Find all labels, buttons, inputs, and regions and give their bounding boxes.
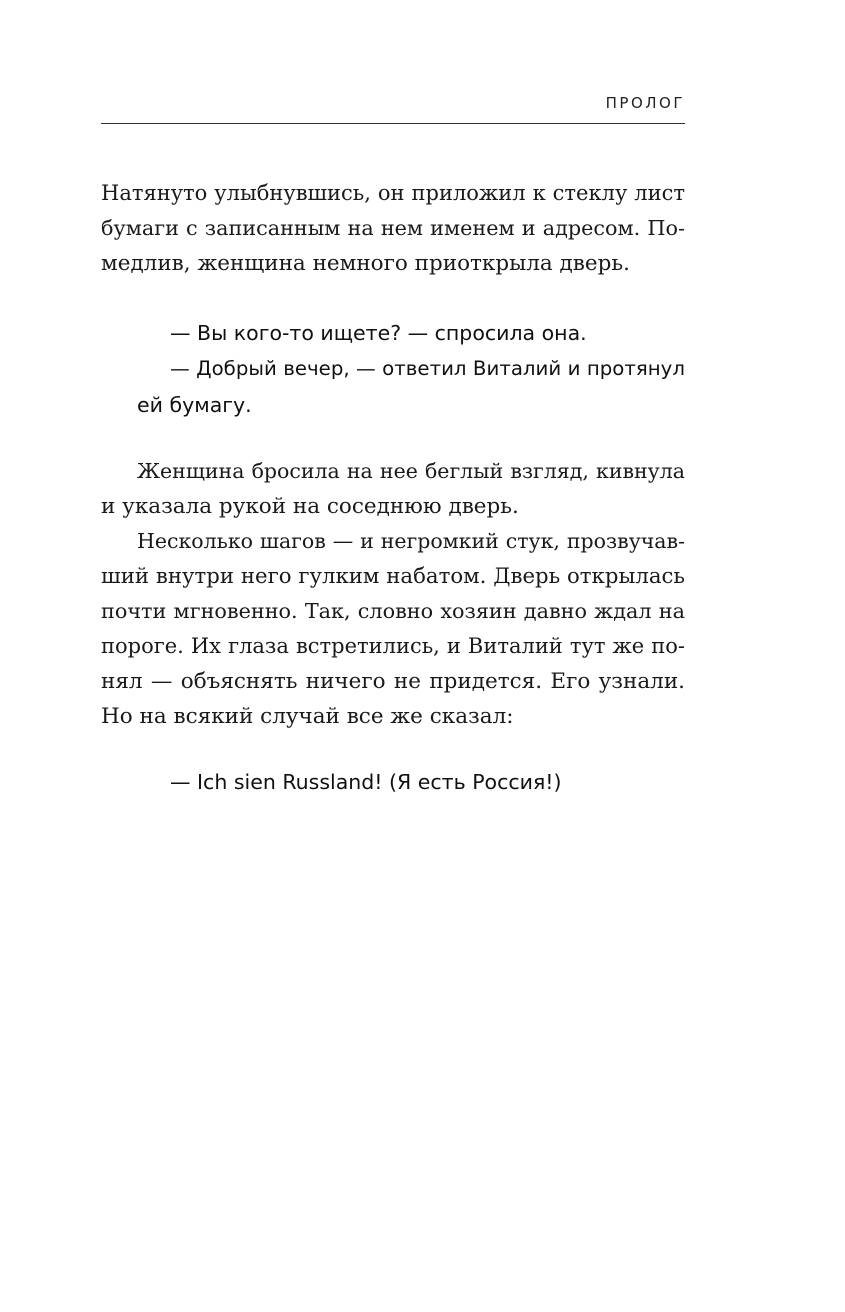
para2-line-1: Женщина бросила на нее беглый взгляд, кивнула [137, 459, 685, 483]
dialog1-line-1: — Вы кого-то ищете? — спросила она. [170, 321, 587, 345]
para2-line-2: и указала рукой на соседнюю дверь. [101, 494, 519, 519]
para3-line-2: ший внутри него гулким набатом. Дверь открылась [101, 564, 685, 589]
para1-line-2: бумаги с записанным на нем именем и адресом. По- [101, 216, 685, 240]
para3-line-6: Но на всякий случай все же сказал: [101, 704, 514, 729]
dialog1-line-3: ей бумагу. [137, 393, 252, 417]
para3-line-5: нял — объяснять ничего не придется. Его узнали. [101, 669, 685, 694]
para3-line-1: Несколько шагов — и негромкий стук, прозвучав- [137, 529, 685, 553]
para3-line-3: почти мгновенно. Так, словно хозяин давно ждал на [101, 599, 685, 623]
para1-line-1: Натянуто улыбнувшись, он приложил к стеклу лист [101, 181, 685, 205]
running-head: ПРОЛОГ [605, 94, 685, 112]
para1-line-3: медлив, женщина немного приоткрыла дверь. [101, 251, 630, 276]
dialog2-line-1: — Ich sien Russland! (Я есть Россия!) [170, 770, 562, 794]
para3-line-4: пороге. Их глаза встретились, и Виталий тут же по- [101, 634, 685, 658]
dialog1-line-2: — Добрый вечер, — ответил Виталий и протянул [170, 357, 685, 380]
header-rule [101, 123, 685, 124]
